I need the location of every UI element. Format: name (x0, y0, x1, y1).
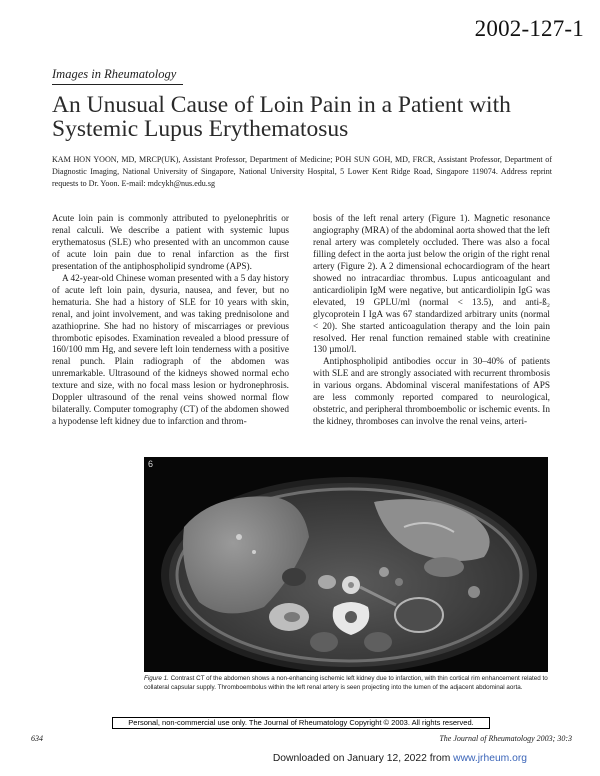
page-number: 634 (31, 734, 43, 743)
section-underline (52, 84, 183, 85)
body-paragraph: A 42-year-old Chinese woman presented with a 5 day history of acute left loin pain, dysuria, nausea, and fever, but no hematuria. She had a history of SLE for 10 years with skin, renal, and joint involvement, and was taking prednisolone and azathioprine. She had no history of miscarriages or previous thrombotic episodes. Examination revealed a blood pressure of 160/100 mm Hg, and severe left loin tenderness with a positive renal punch. Plain radiograph of the abdomen was unremarkable. Ultrasound of the kidneys showed normal echo texture and size, with no focal mass lesion or hydronephrosis. Doppler ultrasound of the renal veins showed normal flow bilaterally. Computer tomography (CT) of the abdomen showed a hypodense left kidney due to infarction and throm- (52, 273, 289, 428)
figure-marker: 6 (148, 459, 154, 469)
body-column-right (313, 214, 550, 429)
document-id: 2002-127-1 (474, 16, 584, 41)
ct-scan-image (144, 457, 548, 672)
section-heading: Images in Rheumatology (52, 67, 177, 81)
download-text: Downloaded on January 12, 2022 from (272, 753, 454, 764)
copyright-notice: Personal, non-commercial use only. The Journal of Rheumatology Copyright © 2003. All rights reserved. (112, 717, 490, 729)
body-column-left (52, 214, 289, 429)
caption-text: Contrast CT of the abdomen shows a non-enhancing ischemic left kidney due to infarction, with thin cortical rim enhancement related to collateral capsular supply. Thromboembolus within the left renal artery is seen projecting into the lumen of the adjacent abdominal aorta. (144, 675, 548, 691)
article-title: An Unusual Cause of Loin Pain in a Patient with Systemic Lupus Erythematosus (52, 92, 511, 142)
journal-reference: The Journal of Rheumatology 2003; 30:3 (439, 734, 572, 743)
ct-scan-graphic (144, 457, 548, 672)
body-paragraph: bosis of the left renal artery (Figure 1). Magnetic resonance angiography (MRA) of the abdominal aorta showed that the left renal artery was completely occluded. There was also a focal filling defect in the aorta just below the origin of the right renal artery (Figure 2). A 2 dimensional echocardiogram of the heart showed no intracardiac thrombus. Lupus anticoagulant and anticardiolipin IgM were negative, but anticardiolipin IgG was elevated, 19 GPLU/ml (normal < 13.5), and anti-ß₂ glycoprotein I IgA was 67 standardized arbitrary units (normal < 20). She started anticoagulation therapy and the loin pain resolved. Her renal function remained stable with creatinine 130 µmol/l. (313, 214, 550, 356)
download-notice (273, 753, 527, 764)
figure-caption (144, 675, 548, 693)
download-link[interactable]: www.jrheum.org (453, 753, 527, 764)
caption-label: Figure 1. (144, 675, 169, 682)
body-paragraph: Antiphospholipid antibodies occur in 30–40% of patients with SLE and are strongly associated with recurrent thrombosis in various organs. Abdominal visceral manifestations of APS are less commonly reported compared to neurological, obstetric, and peripheral thromboembolic or ischemic events. In the kidney, thromboses can involve the renal veins, arteri- (313, 357, 550, 428)
body-paragraph: Acute loin pain is commonly attributed to pyelonephritis or renal calculi. We describe a patient with systemic lupus erythematosus (SLE) who presented with an uncommon cause of acute loin pain due to renal infarction as the first presentation of the antiphospholipid syndrome (APS). (52, 214, 289, 272)
author-affiliations: KAM HON YOON, MD, MRCP(UK), Assistant Professor, Department of Medicine; POH SUN GOH, MD, FRCR, Assistant Professor, Department of Diagnostic Imaging, National University of Singapore, National University Hospital, 5 Lower Kent Ridge Road, Singapore 119074. Address reprint requests to Dr. Yoon. E-mail: mdcykh@nus.edu.sg (52, 155, 552, 188)
